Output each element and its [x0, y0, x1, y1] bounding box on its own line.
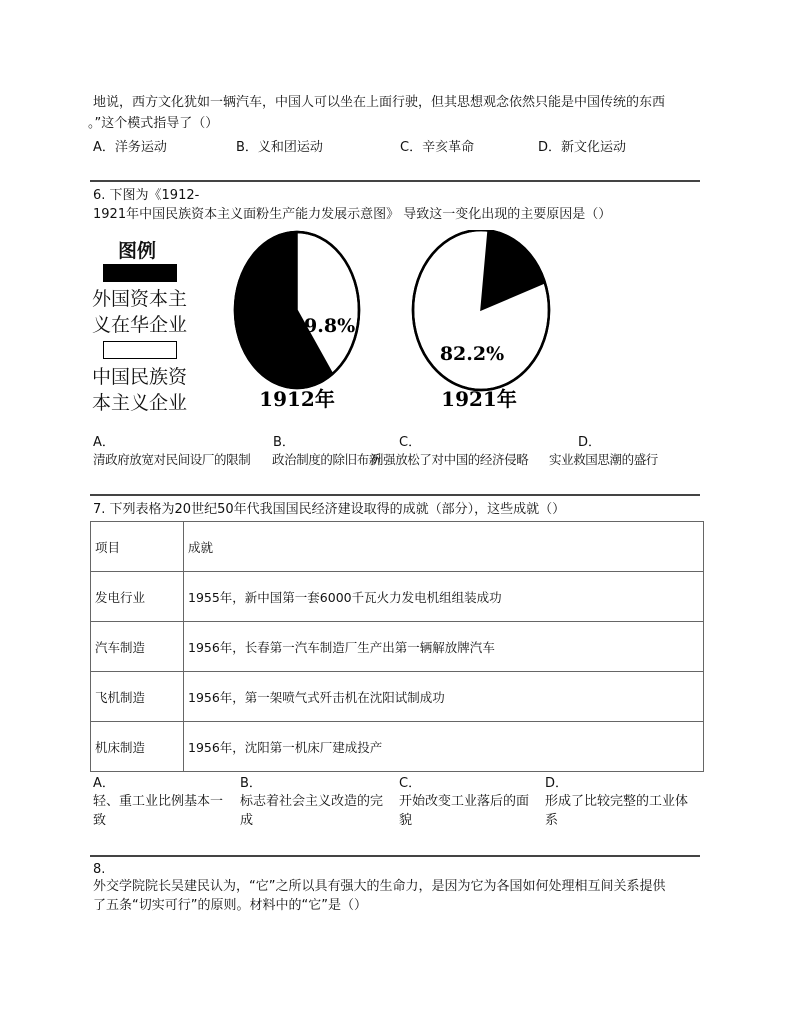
table-cell: 飞机制造 [91, 672, 184, 722]
q6-stem-line2: 1921年中国民族资本主义面粉生产能力发展示意图》 导致这一变化出现的主要原因是（） [93, 207, 612, 222]
q7-option-a-line1[interactable]: 轻、重工业比例基本一 [93, 794, 224, 809]
q5-option-d[interactable]: D．新文化运动 [538, 140, 627, 155]
q8-number: 8. [93, 862, 106, 877]
pie-1912-title: 1912年 [259, 387, 335, 411]
q5-stem-line2: 。”这个模式指导了（） [88, 116, 219, 131]
divider [90, 180, 700, 182]
q6-option-c-text[interactable]: 列强放松了对中国的经济侵略 [371, 452, 529, 467]
q7-stem: 7. 下列表格为20世纪50年代我国国民经济建设取得的成就（部分），这些成就（） [93, 502, 566, 517]
table-row [91, 722, 704, 772]
q6-option-d-text[interactable]: 实业救国思潮的盛行 [549, 452, 658, 467]
legend-national-line2: 本主义企业 [92, 392, 188, 414]
divider [90, 494, 700, 496]
q7-option-d-letter[interactable]: D． [545, 776, 569, 791]
legend-title: 图例 [118, 240, 157, 262]
table-cell: 机床制造 [91, 722, 184, 772]
q8-stem-line1: 外交学院院长吴建民认为，“它”之所以具有强大的生命力，是因为它为各国如何处理相互间关系提供 [93, 879, 666, 894]
table-cell: 汽车制造 [91, 622, 184, 672]
q7-option-b-line1[interactable]: 标志着社会主义改造的完 [240, 794, 384, 809]
q8-stem-line2: 了五条“切实可行”的原则。材料中的“它”是（） [93, 898, 367, 913]
q7-option-c-line1[interactable]: 开始改变工业落后的面 [399, 794, 530, 809]
pie-charts [225, 230, 565, 420]
pie-1912-data-label: 39.8% [290, 315, 356, 337]
q6-option-a-text[interactable]: 清政府放宽对民间设厂的限制 [93, 452, 251, 467]
table-header: 成就 [184, 522, 704, 572]
table-cell: 1956年，沈阳第一机床厂建成投产 [184, 722, 704, 772]
q7-option-a-letter[interactable]: A． [93, 776, 115, 791]
q7-option-c-line2[interactable]: 貌 [399, 813, 413, 828]
table-row [91, 572, 704, 622]
q7-option-b-letter[interactable]: B． [240, 776, 262, 791]
table-header: 项目 [91, 522, 184, 572]
q5-stem-line1: 地说，西方文化犹如一辆汽车，中国人可以坐在上面行驶，但其思想观念依然只能是中国传统的东西 [93, 95, 666, 110]
pie-1921-data-label: 82.2% [439, 343, 505, 365]
q6-letter-a[interactable]: A． [93, 435, 115, 450]
achievement-table [90, 521, 704, 772]
q7-option-d-line2[interactable]: 系 [545, 813, 559, 828]
table-row [91, 672, 704, 722]
table-row [91, 622, 704, 672]
legend-national-line1: 中国民族资 [92, 366, 188, 388]
table-header-row [91, 522, 704, 572]
q7-option-c-letter[interactable]: C． [399, 776, 422, 791]
pie-chart-1921 [413, 230, 549, 390]
q6-letter-d[interactable]: D． [578, 435, 602, 450]
legend-foreign-line1: 外国资本主 [92, 288, 188, 310]
table-cell: 1956年，第一架喷气式歼击机在沈阳试制成功 [184, 672, 704, 722]
table-cell: 1955年，新中国第一套6000千瓦火力发电机组组装成功 [184, 572, 704, 622]
q7-option-b-line2[interactable]: 成 [240, 813, 254, 828]
q5-option-c[interactable]: C．辛亥革命 [400, 140, 475, 155]
legend-foreign-line2: 义在华企业 [92, 314, 188, 336]
pie-chart-1912 [235, 232, 359, 388]
q6-option-b-text[interactable]: 政治制度的除旧布新 [272, 452, 381, 467]
q5-option-a[interactable]: A．洋务运动 [93, 140, 167, 155]
legend-swatch-foreign [103, 264, 177, 282]
q7-option-a-line2[interactable]: 致 [93, 813, 107, 828]
q5-option-b[interactable]: B．义和团运动 [236, 140, 323, 155]
legend-swatch-national [103, 341, 177, 359]
pie-1921-title: 1921年 [441, 387, 517, 411]
table-cell: 发电行业 [91, 572, 184, 622]
table-cell: 1956年，长春第一汽车制造厂生产出第一辆解放牌汽车 [184, 622, 704, 672]
q6-letter-b[interactable]: B． [273, 435, 295, 450]
divider [90, 855, 700, 857]
q7-option-d-line1[interactable]: 形成了比较完整的工业体 [545, 794, 689, 809]
q6-letter-c[interactable]: C． [399, 435, 422, 450]
q6-stem-line1: 6. 下图为《1912- [93, 188, 200, 203]
